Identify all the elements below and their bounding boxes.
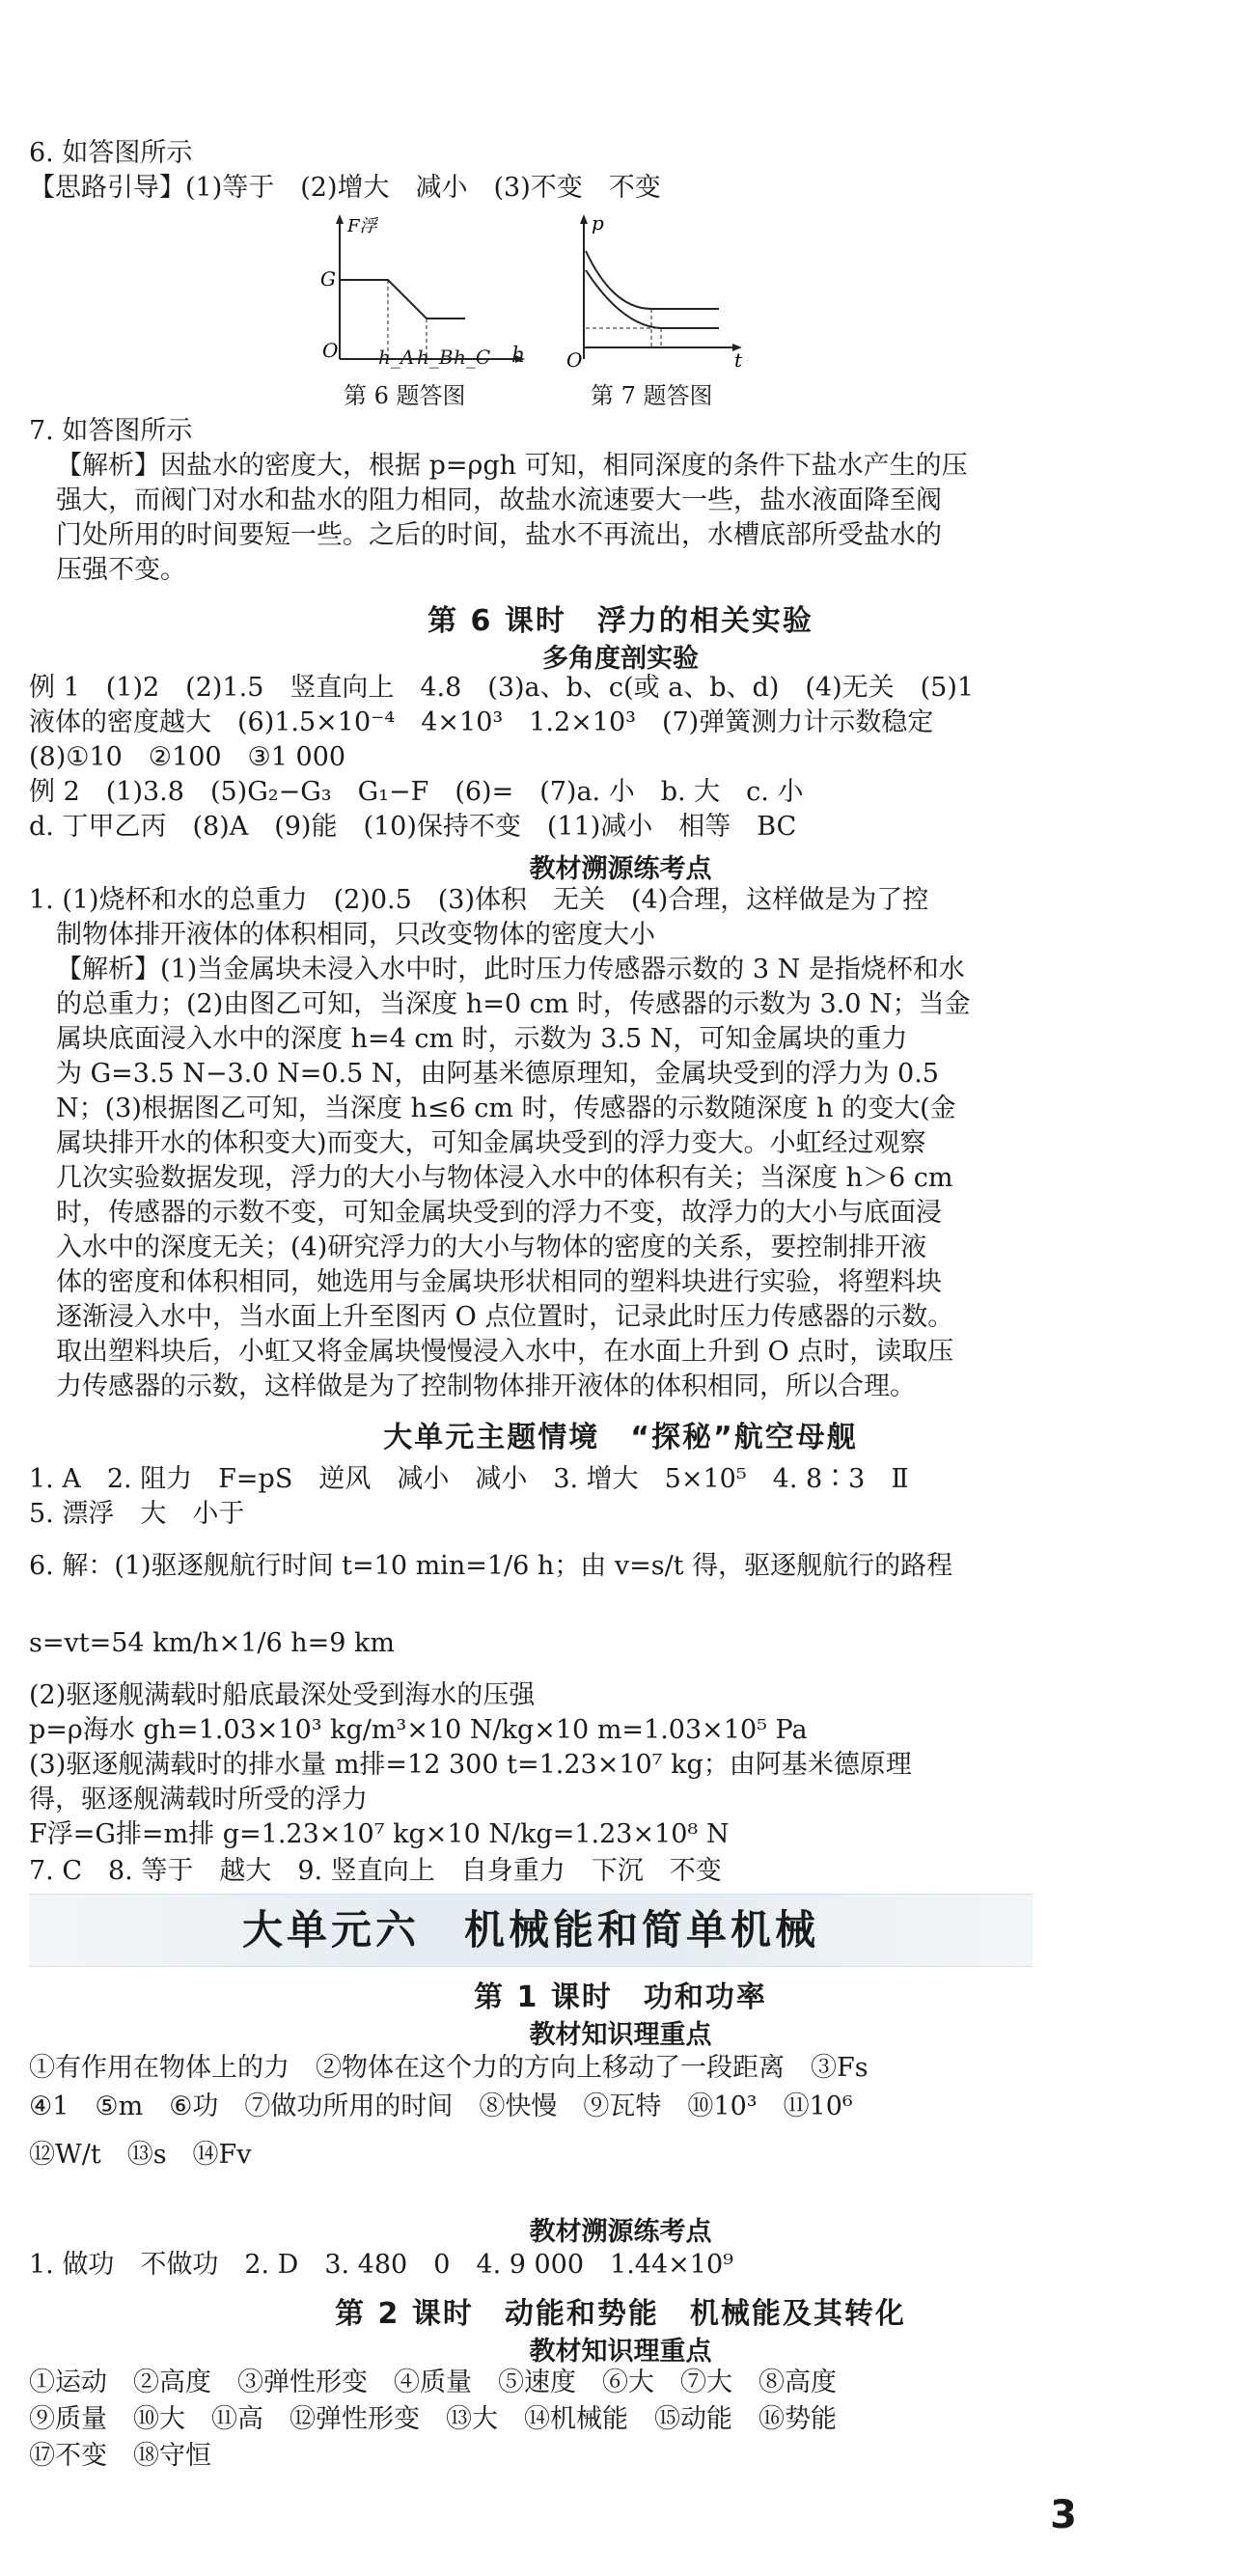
q1-line: 入水中的深度无关；(4)研究浮力的大小与物体的密度的关系，要控制排开液 <box>56 1233 927 1262</box>
q6-heading: 6. 如答图所示 <box>29 138 193 168</box>
example-line: (8)①10 ②100 ③1 000 <box>29 742 346 772</box>
lesson2-subtitle: 教材知识理重点 <box>529 2337 712 2367</box>
q1-line: 逐渐浸入水中，当水面上升至图丙 O 点位置时，记录此时压力传感器的示数。 <box>56 1302 954 1332</box>
q1-line: N；(3)根据图乙可知，当深度 h≤6 cm 时，传感器的示数随深度 h 的变大(金 <box>56 1094 956 1123</box>
q1-line: 为 G=3.5 N−3.0 N=0.5 N，由阿基米德原理知，金属块受到的浮力为 0.5 <box>56 1059 939 1089</box>
q7-line: 【解析】因盐水的密度大，根据 p=ρgh 可知，相同深度的条件下盐水产生的压 <box>56 451 968 481</box>
fig6-tick-a: h_A <box>378 346 415 369</box>
lesson2-title: 第 2 课时 动能和势能 机械能及其转化 <box>335 2297 906 2331</box>
knowledge-line: ⑫W/t ⑬s ⑭Fv <box>29 2140 252 2170</box>
fig6-tick-b: h_B <box>417 346 454 369</box>
practice-answers: 1. 做功 不做功 2. D 3. 480 0 4. 9 000 1.44×10⁹ <box>29 2250 733 2280</box>
example-line: 液体的密度越大 (6)1.5×10⁻⁴ 4×10³ 1.2×10³ (7)弹簧测力计示数稳定 <box>29 707 934 737</box>
fig6-origin: O <box>322 339 339 362</box>
q1-line: 力传感器的示数，这样做是为了控制物体排开液体的体积相同，所以合理。 <box>56 1371 916 1401</box>
unit-banner <box>29 1894 1033 1967</box>
practice-subtitle: 教材溯源练考点 <box>529 854 712 884</box>
example-line: d. 丁甲乙丙 (8)A (9)能 (10)保持不变 (11)减小 相等 BC <box>29 812 797 842</box>
q6-guide: 【思路引导】(1)等于 (2)增大 减小 (3)不变 不变 <box>29 173 661 203</box>
q1-line: 属块排开水的体积变大)而变大，可知金属块受到的浮力变大。小虹经过观察 <box>56 1128 926 1158</box>
fig7-xlabel: t <box>734 348 743 372</box>
q1-line: 取出塑料块后，小虹又将金属块慢慢浸入水中，在水面上升到 O 点时，读取压 <box>56 1337 954 1367</box>
fig7-origin: O <box>566 348 583 372</box>
page-number: 3 <box>1050 2493 1077 2537</box>
knowledge-line: ①运动 ②高度 ③弹性形变 ④质量 ⑤速度 ⑥大 ⑦大 ⑧高度 <box>29 2368 837 2397</box>
fig6-xlabel: h <box>511 344 526 368</box>
example-line: 例 1 (1)2 (2)1.5 竖直向上 4.8 (3)a、b、c(或 a、b、d) (4)无关 (5)1 <box>29 673 975 703</box>
q1-line: 制物体排开液体的体积相同，只改变物体的密度大小 <box>56 920 655 950</box>
theme-answers: 1. A 2. 阻力 F=pS 逆风 减小 减小 3. 增大 5×10⁵ 4. 8∶3 Ⅱ <box>29 1464 909 1494</box>
fig7-ylabel: p <box>592 212 604 235</box>
fig6-tick-c: h_C <box>454 346 491 369</box>
theme-q6-line: p=ρ海水 gh=1.03×10³ kg/m³×10 N/kg×10 m=1.03×10⁵ Pa <box>29 1715 808 1745</box>
q7-line: 门处所用的时间要短一些。之后的时间，盐水不再流出，水槽底部所受盐水的 <box>56 520 942 550</box>
q1-line: 时，传感器的示数不变，可知金属块受到的浮力不变，故浮力的大小与底面浸 <box>56 1198 942 1228</box>
theme-q6-line: F浮=G排=m排 g=1.23×10⁷ kg×10 N/kg=1.23×10⁸ N <box>29 1819 730 1849</box>
q1-line: 1. (1)烧杯和水的总重力 (2)0.5 (3)体积 无关 (4)合理，这样做是为了控 <box>29 885 929 915</box>
theme-q6-line: (3)驱逐舰满载时的排水量 m排=12 300 t=1.23×10⁷ kg；由阿基米德原理 <box>29 1750 912 1780</box>
fig6-ylabel: F浮 <box>347 216 377 236</box>
q1-line: 属块底面浸入水中的深度 h=4 cm 时，示数为 3.5 N，可知金属块的重力 <box>56 1024 908 1054</box>
knowledge-line: ⑰不变 ⑱守恒 <box>29 2441 211 2471</box>
theme-q6-line: 得，驱逐舰满载时所受的浮力 <box>29 1785 368 1814</box>
q7-heading: 7. 如答图所示 <box>29 416 193 446</box>
fig7-graph <box>565 212 758 372</box>
fig6-caption: 第 6 题答图 <box>344 382 466 409</box>
q7-line: 压强不变。 <box>56 555 186 585</box>
fig6-ytick: G <box>320 267 336 291</box>
q1-line: 体的密度和体积相同，她选用与金属块形状相同的塑料块进行实验，将塑料块 <box>56 1267 942 1297</box>
q7-line: 强大，而阀门对水和盐水的阻力相同，故盐水流速要大一些，盐水液面降至阀 <box>56 485 942 515</box>
theme-q6-line: (2)驱逐舰满载时船底最深处受到海水的压强 <box>29 1680 536 1710</box>
theme-answers: 7. C 8. 等于 越大 9. 竖直向上 自身重力 下沉 不变 <box>29 1856 722 1886</box>
q1-line: 几次实验数据发现，浮力的大小与物体浸入水中的体积有关；当深度 h＞6 cm <box>56 1163 953 1193</box>
theme-answers: 5. 漂浮 大 小于 <box>29 1499 245 1529</box>
fig7-caption: 第 7 题答图 <box>591 382 713 409</box>
theme-q6-line: s=vt=54 km/h×1/6 h=9 km <box>29 1628 395 1658</box>
theme-title: 大单元主题情境 “探秘”航空母舰 <box>383 1421 858 1454</box>
example-line: 例 2 (1)3.8 (5)G₂−G₃ G₁−F (6)= (7)a. 小 b. 大 c. 小 <box>29 777 804 807</box>
lesson6-title: 第 6 课时 浮力的相关实验 <box>427 604 814 638</box>
knowledge-line: ①有作用在物体上的力 ②物体在这个力的方向上移动了一段距离 ③Fs <box>29 2053 869 2083</box>
lesson6-subtitle: 多角度剖实验 <box>542 644 699 674</box>
q1-line: 【解析】(1)当金属块未浸入水中时，此时压力传感器示数的 3 N 是指烧杯和水 <box>56 955 965 984</box>
knowledge-line: ④1 ⑤m ⑥功 ⑦做功所用的时间 ⑧快慢 ⑨瓦特 ⑩10³ ⑪10⁶ <box>29 2091 853 2121</box>
knowledge-line: ⑨质量 ⑩大 ⑪高 ⑫弹性形变 ⑬大 ⑭机械能 ⑮动能 ⑯势能 <box>29 2404 837 2434</box>
practice-subtitle-2: 教材溯源练考点 <box>529 2217 712 2247</box>
lesson1-subtitle: 教材知识理重点 <box>529 2020 712 2050</box>
theme-q6-line: 6. 解：(1)驱逐舰航行时间 t=10 min=1/6 h；由 v=s/t 得，驱逐舰航行的路程 <box>29 1551 953 1581</box>
lesson1-title: 第 1 课时 功和功率 <box>474 1980 767 2014</box>
unit-banner-title: 大单元六 机械能和简单机械 <box>241 1906 819 1953</box>
q1-line: 的总重力；(2)由图乙可知，当深度 h=0 cm 时，传感器的示数为 3.0 N；当金 <box>56 989 971 1019</box>
